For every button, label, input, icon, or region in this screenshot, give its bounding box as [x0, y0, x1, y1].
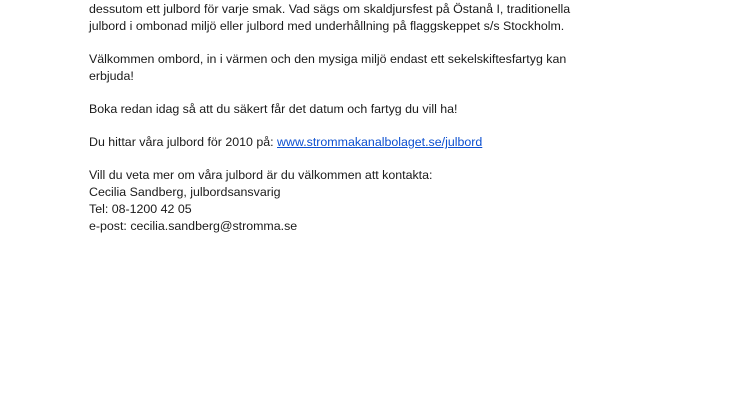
contact-name: Cecilia Sandberg, julbordsansvarig — [89, 185, 281, 199]
paragraph-booking — [89, 101, 689, 118]
contact-email: e-post: cecilia.sandberg@stromma.se — [89, 219, 298, 233]
paragraph-link — [89, 134, 689, 151]
paragraph-line: dessutom ett julbord för varje smak. Vad sägs om skaldjursfest på Östanå I, traditionella — [89, 2, 571, 16]
contact-intro: Vill du veta mer om våra julbord är du välkommen att kontakta: — [89, 168, 433, 182]
link-prefix-text: Du hittar våra julbord för 2010 på: — [89, 135, 278, 149]
paragraph-line: Boka redan idag så att du säkert får det datum och fartyg du vill ha! — [89, 102, 458, 116]
paragraph-line — [89, 134, 689, 151]
contact-phone: Tel: 08-1200 42 05 — [89, 202, 192, 216]
paragraph-line: Välkommen ombord, in i värmen och den mysiga miljö endast ett sekelskiftesfartyg kan — [89, 52, 567, 66]
document-body — [89, 1, 689, 251]
paragraph-contact — [89, 167, 689, 235]
paragraph-line: julbord i ombonad miljö eller julbord med underhållning på flaggskeppet s/s Stockholm. — [89, 19, 565, 33]
paragraph-julbord-intro — [89, 1, 689, 35]
paragraph-line: erbjuda! — [89, 69, 134, 83]
julbord-link[interactable]: www.strommakanalbolaget.se/julbord — [277, 135, 483, 149]
paragraph-welcome — [89, 51, 689, 85]
